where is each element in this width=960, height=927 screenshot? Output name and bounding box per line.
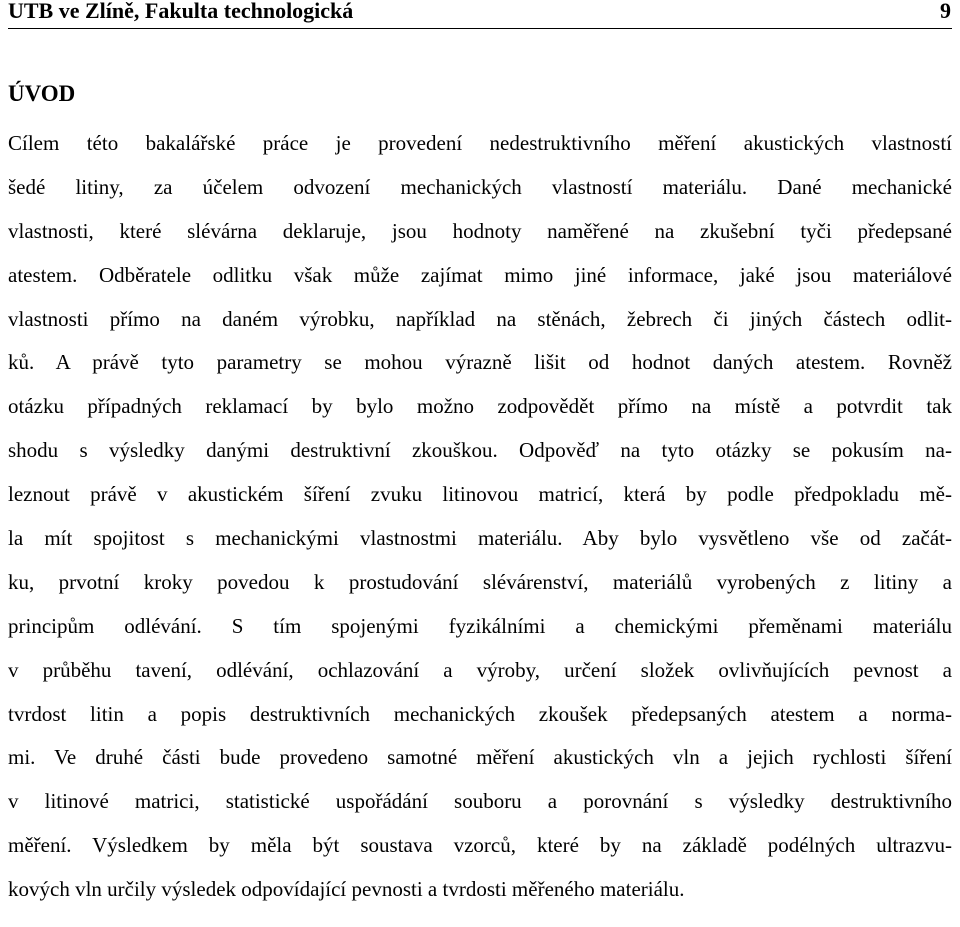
section-heading: ÚVOD: [8, 81, 76, 106]
header-title: UTB ve Zlíně, Fakultа technologická: [8, 0, 354, 23]
paragraph-line: v průběhu tavení, odlévání, ochlazování a výroby, určení složek ovlivňujících pevnost a: [8, 657, 952, 682]
paragraph-line: Cílem této bakalářské práce je provedení nedestruktivního měření akustických vlastností: [8, 131, 952, 155]
paragraph-line: mi. Ve druhé části bude provedeno samotné měření akustických vln a jejich rychlosti šíření: [8, 745, 952, 770]
paragraph-line: otázku případných reklamací by bylo možno zodpovědět přímo na místě a potvrdit tak: [8, 394, 952, 419]
page-number: 9: [940, 0, 951, 23]
paragraph-line: ku, prvotní kroky povedou k prostudování slévárenství, materiálů vyrobených z litiny a: [8, 569, 952, 594]
body-paragraph: [8, 128, 952, 918]
document-page: [8, 0, 952, 918]
paragraph-line: vlastnosti přímo na daném výrobku, například na stěnách, žebrech či jiných částech odlit-: [8, 306, 952, 331]
paragraph-line: kových vln určily výsledek odpovídající pevnosti a tvrdosti měřeného materiálu.: [8, 877, 685, 902]
paragraph-line: vlastnosti, které slévárna deklaruje, jsou hodnoty naměřené na zkušební tyči předepsané: [8, 218, 952, 243]
paragraph-line: la mít spojitost s mechanickými vlastnostmi materiálu. Aby bylo vysvětleno vše od začát-: [8, 526, 952, 551]
running-header: [8, 0, 952, 29]
paragraph-line: v litinové matrici, statistické uspořádání souboru a porovnání s výsledky destruktivního: [8, 789, 952, 814]
paragraph-line: leznout právě v akustickém šíření zvuku litinovou matricí, která by podle předpokladu mě-: [8, 482, 952, 507]
paragraph-line: šedé litiny, za účelem odvození mechanických vlastností materiálu. Dané mechanické: [8, 174, 952, 199]
paragraph-line: ků. A právě tyto parametry se mohou výrazně lišit od hodnot daných atestem. Rovněž: [8, 350, 952, 375]
paragraph-line: měření. Výsledkem by měla být soustava vzorců, které by na základě podélných ultrazvu-: [8, 833, 952, 858]
paragraph-line: shodu s výsledky danými destruktivní zkouškou. Odpověď na tyto otázky se pokusím na-: [8, 438, 952, 463]
paragraph-line: principům odlévání. S tím spojenými fyzikálními a chemickými přeměnami materiálu: [8, 613, 952, 638]
paragraph-line: atestem. Odběratele odlitku však může zajímat mimo jiné informace, jaké jsou materiálové: [8, 262, 952, 287]
paragraph-line: tvrdost litin a popis destruktivních mechanických zkoušek předepsaných atestem a norma-: [8, 701, 952, 726]
